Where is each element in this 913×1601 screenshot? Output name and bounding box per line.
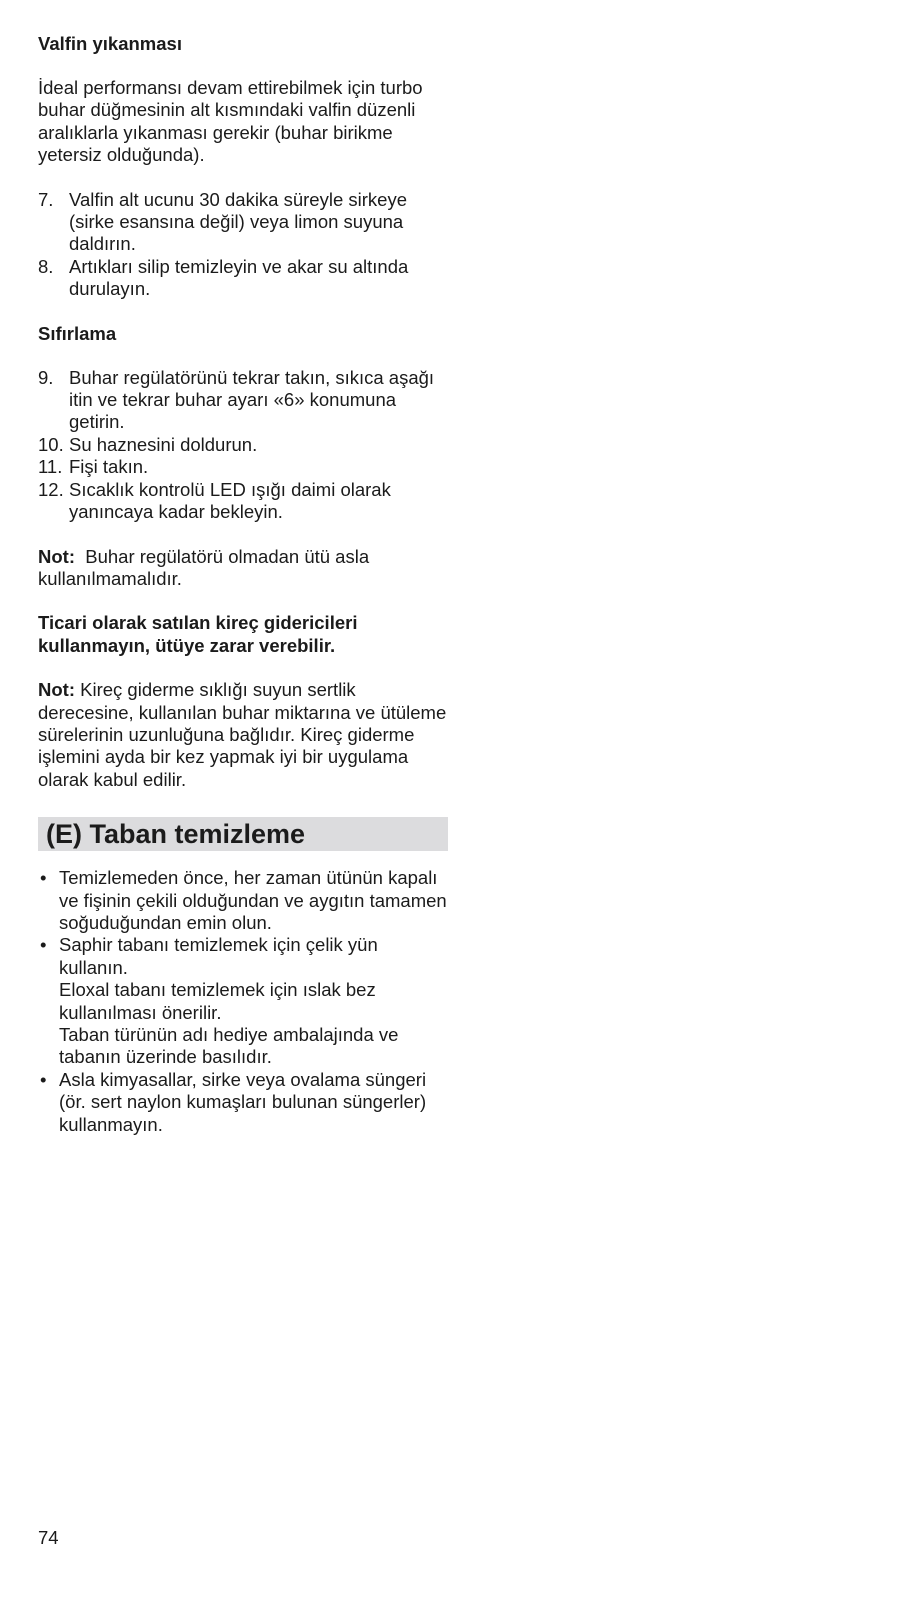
list-item (38, 189, 448, 256)
list-item (38, 367, 448, 434)
note-label: Not: (38, 545, 75, 567)
step-text: Fişi takın. (69, 456, 149, 478)
bullet-text: Taban türünün adı hediye ambalajında ve tabanın üzerinde basılıdır. (59, 1024, 399, 1068)
valve-intro-paragraph: İdeal performansı devam ettirebilmek için turbo buhar düğmesinin alt kısmındaki valfin düzenli aralıklarla yıkanması gerekir (buhar birikme yetersiz olduğunda). (38, 77, 423, 166)
list-item (38, 434, 448, 456)
list-item (38, 1069, 448, 1136)
reset-steps-list (38, 367, 448, 524)
list-item (38, 479, 448, 524)
bullet-icon: • (40, 1068, 47, 1090)
descaler-warning: Ticari olarak satılan kireç gidericileri kullanmayın, ütüye zarar verebilir. (38, 612, 358, 656)
step-number: 8. (38, 255, 54, 277)
section-title-soleplate-cleaning: (E) Taban temizleme (38, 817, 448, 851)
list-item (38, 456, 448, 478)
note-regulator (38, 546, 448, 591)
reset-heading: Sıfırlama (38, 322, 117, 344)
list-item (38, 867, 448, 934)
step-number: 7. (38, 188, 54, 210)
note-text: Buhar regülatörü olmadan ütü asla kullanılmamalıdır. (38, 545, 370, 589)
bullet-icon: • (40, 867, 47, 889)
step-number: 11. (38, 456, 63, 478)
bullet-text: Temizlemeden önce, her zaman ütünün kapalı ve fişinin çekili olduğundan ve aygıtın tamamen soğuduğundan emin olun. (59, 867, 447, 933)
step-text: Buhar regülatörünü tekrar takın, sıkıca aşağı itin ve tekrar buhar ayarı «6» konumuna getirin. (69, 366, 435, 433)
valve-cleaning-heading: Valfin yıkanması (38, 33, 182, 54)
note-text: Kireç giderme sıklığı suyun sertlik derecesine, kullanılan buhar miktarına ve ütüleme sürelerinin uzunluğuna bağlıdır. Kireç giderme işlemini ayda bir kez yapmak iyi bir uygulama olarak kabul edilir. (38, 679, 447, 790)
list-item (38, 934, 448, 1068)
bullet-icon: • (40, 934, 47, 956)
content-column (38, 33, 448, 1136)
note-descaling-frequency (38, 679, 448, 791)
step-number: 9. (38, 366, 54, 388)
step-text: Artıkları silip temizleyin ve akar su altında durulayın. (69, 255, 409, 300)
step-text: Sıcaklık kontrolü LED ışığı daimi olarak yanıncaya kadar bekleyin. (69, 478, 391, 523)
step-text: Su haznesini doldurun. (69, 433, 258, 455)
bullet-text: Asla kimyasallar, sirke veya ovalama süngeri (ör. sert naylon kumaşları bulunan süngerler) kullanmayın. (59, 1068, 427, 1135)
note-label: Not: (38, 679, 75, 701)
soleplate-cleaning-list (38, 867, 448, 1136)
valve-steps-list (38, 189, 448, 301)
list-item (38, 256, 448, 301)
step-number: 12. (38, 478, 64, 500)
bullet-text: Eloxal tabanı temizlemek için ıslak bez kullanılması önerilir. (59, 979, 376, 1023)
bullet-text: Saphir tabanı temizlemek için çelik yün kullanın. (59, 934, 378, 978)
step-number: 10. (38, 433, 64, 455)
step-text: Valfin alt ucunu 30 dakika süreyle sirkeye (sirke esansına değil) veya limon suyuna daldırın. (69, 188, 407, 255)
page-number: 74 (38, 1527, 59, 1548)
